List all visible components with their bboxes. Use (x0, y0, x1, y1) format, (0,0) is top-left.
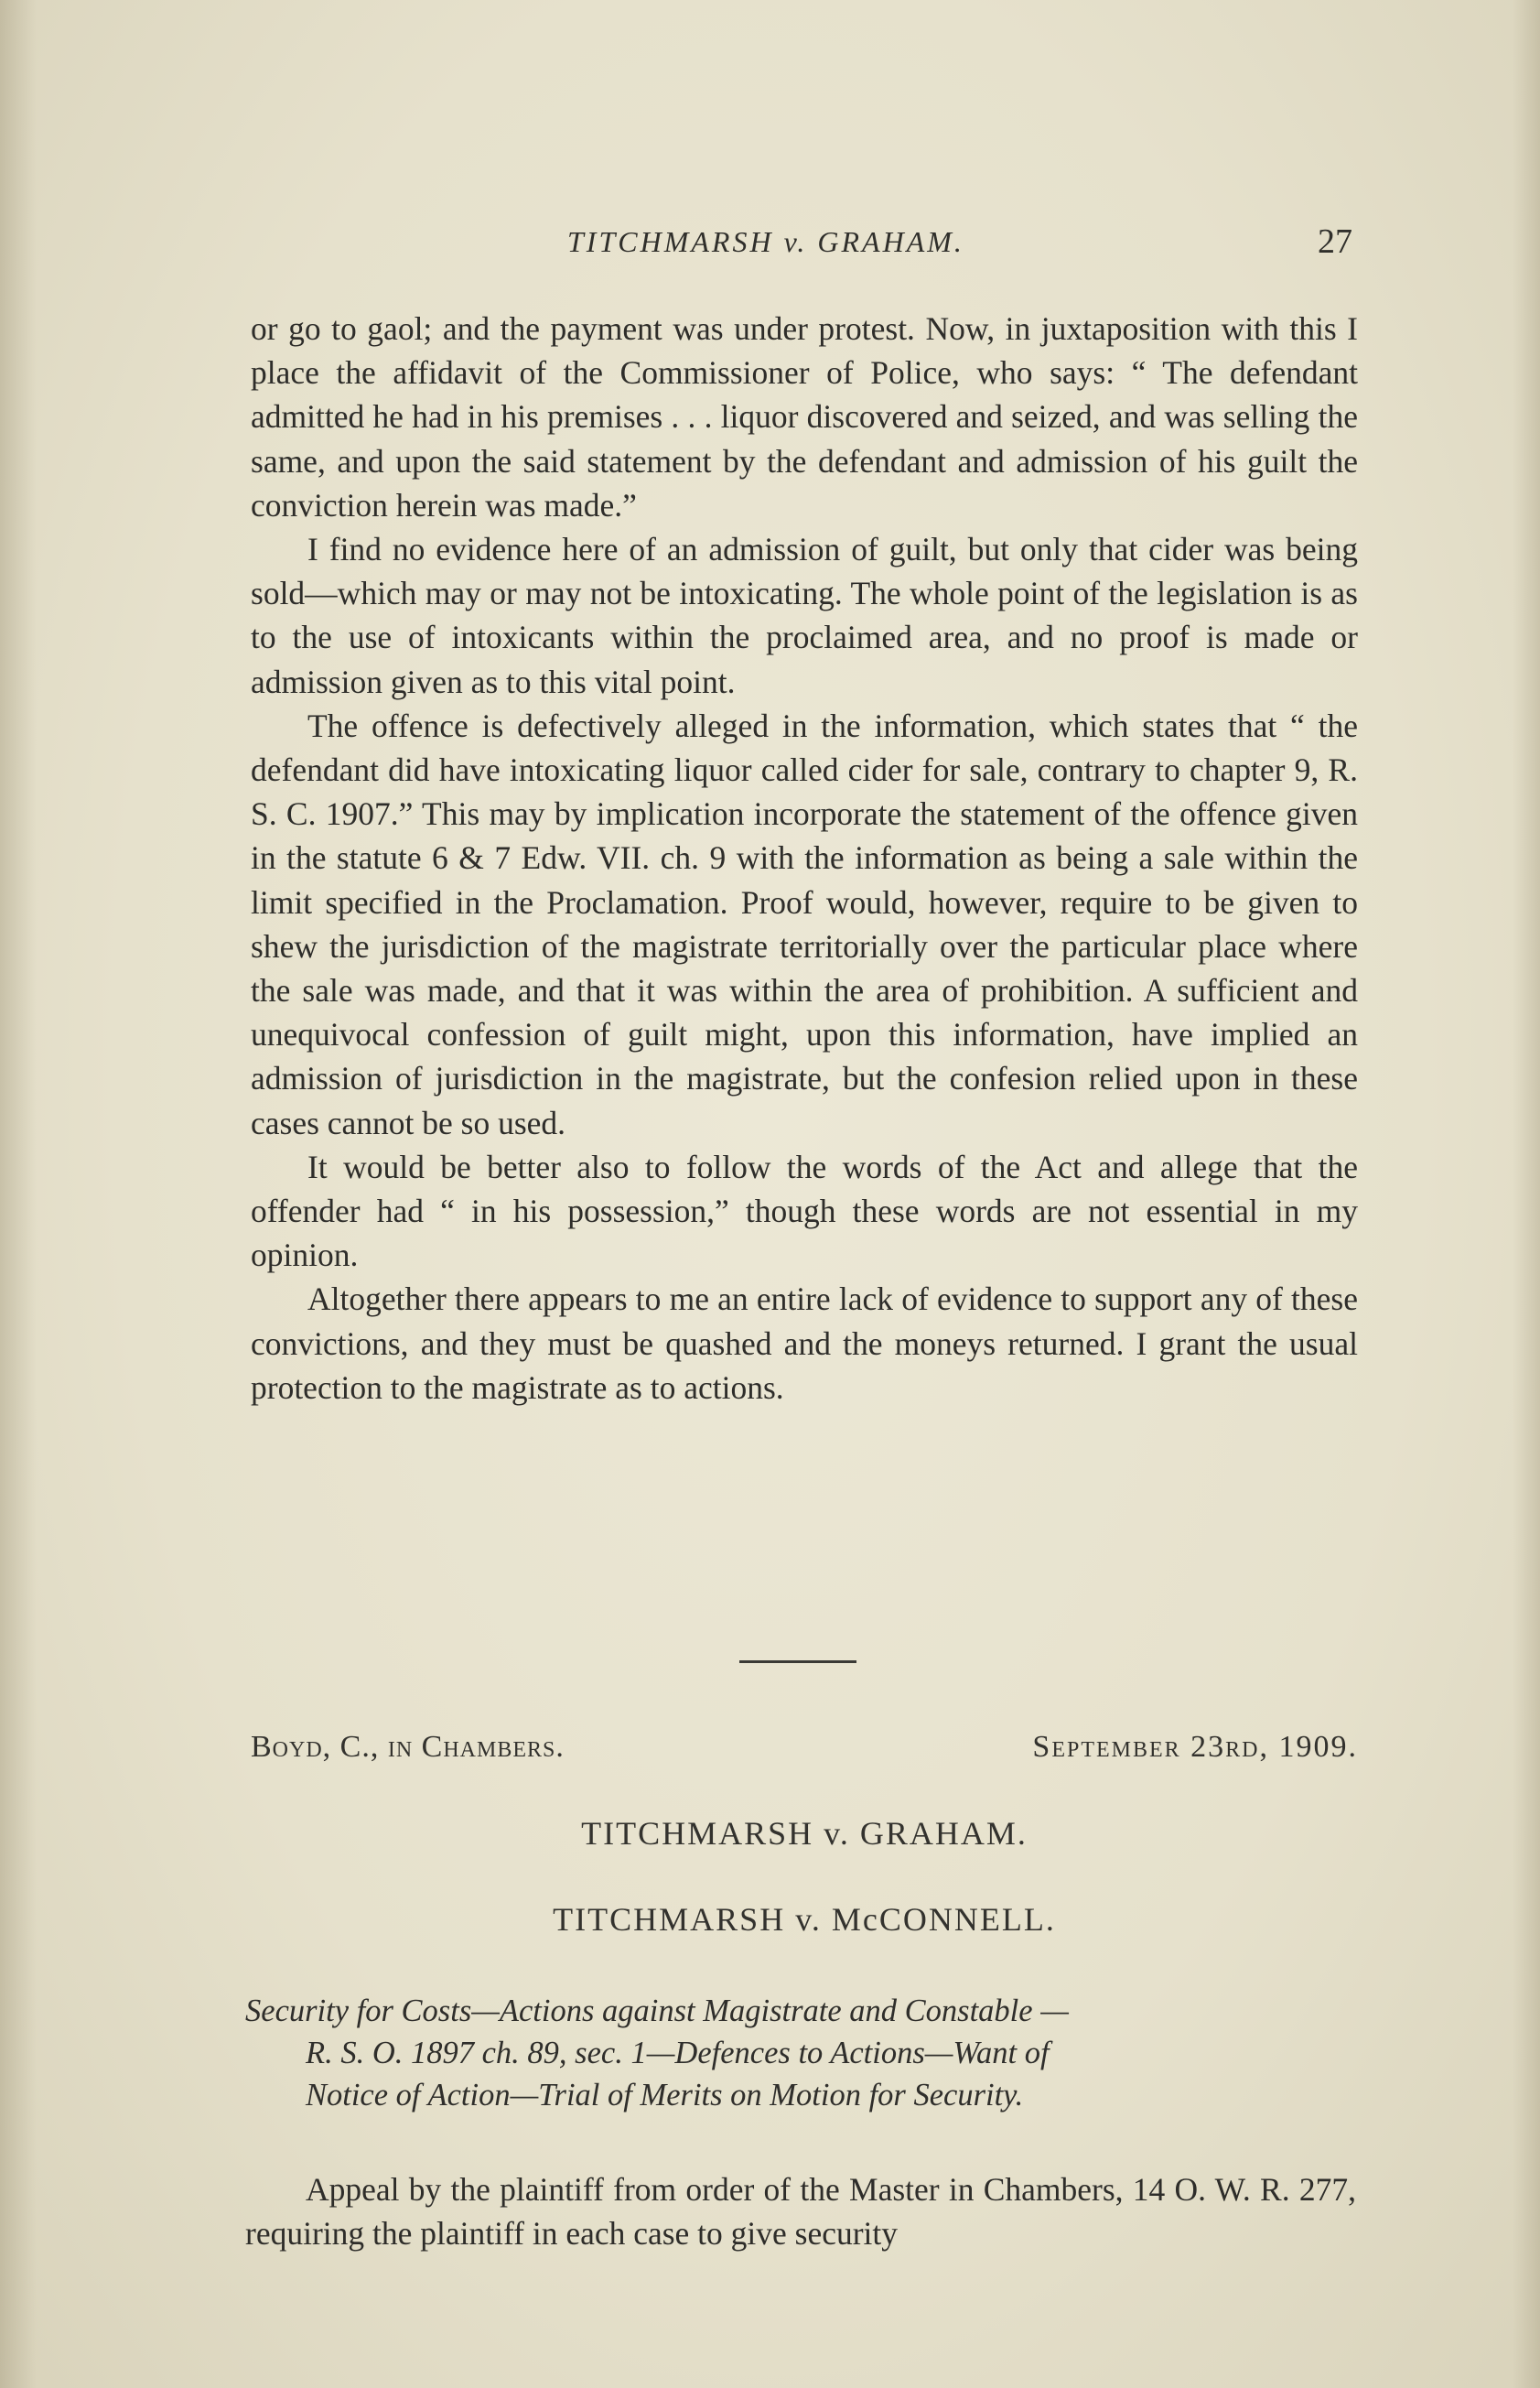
headnote-line-2: R. S. O. 1897 ch. 89, sec. 1—Defences to Actions—Want of (306, 2036, 1050, 2070)
body-paragraph-1: or go to gaol; and the payment was under protest. Now, in juxtaposition with this I place the affidavit of the Commissioner of Police, who says: “ The defendant admitted he had in his premises . . . liquor discovered and seized, and was selling the same, and upon the said statement by the defendant and admission of his guilt the conviction herein was made.” (251, 310, 1358, 524)
headnote-line-1: Security for Costs—Actions against Magistrate and Constable — (245, 1994, 1069, 2028)
court-name: Boyd, C., in Chambers. (251, 1730, 565, 1764)
body-paragraph-4: It would be better also to follow the words of the Act and allege that the offender had “ in his possession,” though these words are not essential in my opinion. (251, 1148, 1358, 1274)
decision-date: September 23rd, 1909. (1032, 1730, 1358, 1764)
case-title-mcconnell: TITCHMARSH v. McCONNELL. (553, 1901, 1056, 1938)
appeal-text: Appeal by the plaintiff from order of the Master in Chambers, 14 O. W. R. 277, requiring the plaintiff in each case to give security (245, 2171, 1356, 2252)
case-title-graham: TITCHMARSH v. GRAHAM. (581, 1815, 1028, 1852)
judgment-body (251, 307, 1358, 1410)
section-separator-rule (739, 1660, 856, 1663)
body-paragraph-5: Altogether there appears to me an entire lack of evidence to support any of these convictions, and they must be quashed and the moneys returned. I grant the usual protection to the magistrate as to actions. (251, 1280, 1358, 1406)
page-edge-shadow-right (1513, 0, 1540, 2388)
body-paragraph-3: The offence is defectively alleged in the information, which states that “ the defendant did have intoxicating liquor called cider for sale, contrary to chapter 9, R. S. C. 1907.” This may by implication incorporate the statement of the offence given in the statute 6 & 7 Edw. VII. ch. 9 with the information as being a sale within the limit specified in the Proclamation. Proof would, however, require to be given to shew the jurisdiction of the magistrate territorially over the particular place where the sale was made, and that it was within the area of prohibition. A sufficient and unequivocal confession of guilt might, upon this information, have implied an admission of jurisdiction in the magistrate, but the confesion relied upon in these cases cannot be so used. (251, 707, 1358, 1141)
headnote (245, 1990, 1343, 2116)
running-title: TITCHMARSH v. GRAHAM. (567, 225, 964, 258)
headnote-line-3: Notice of Action—Trial of Merits on Motion for Security. (306, 2078, 1024, 2112)
body-paragraph-2: I find no evidence here of an admission of guilt, but only that cider was being sold—which may or may not be intoxicating. The whole point of the legislation is as to the use of intoxicants within the proclaimed area, and no proof is made or admission given as to this vital point. (251, 531, 1358, 700)
page-number: 27 (1318, 222, 1352, 261)
page-edge-shadow-left (0, 0, 37, 2388)
appeal-paragraph (245, 2167, 1356, 2255)
